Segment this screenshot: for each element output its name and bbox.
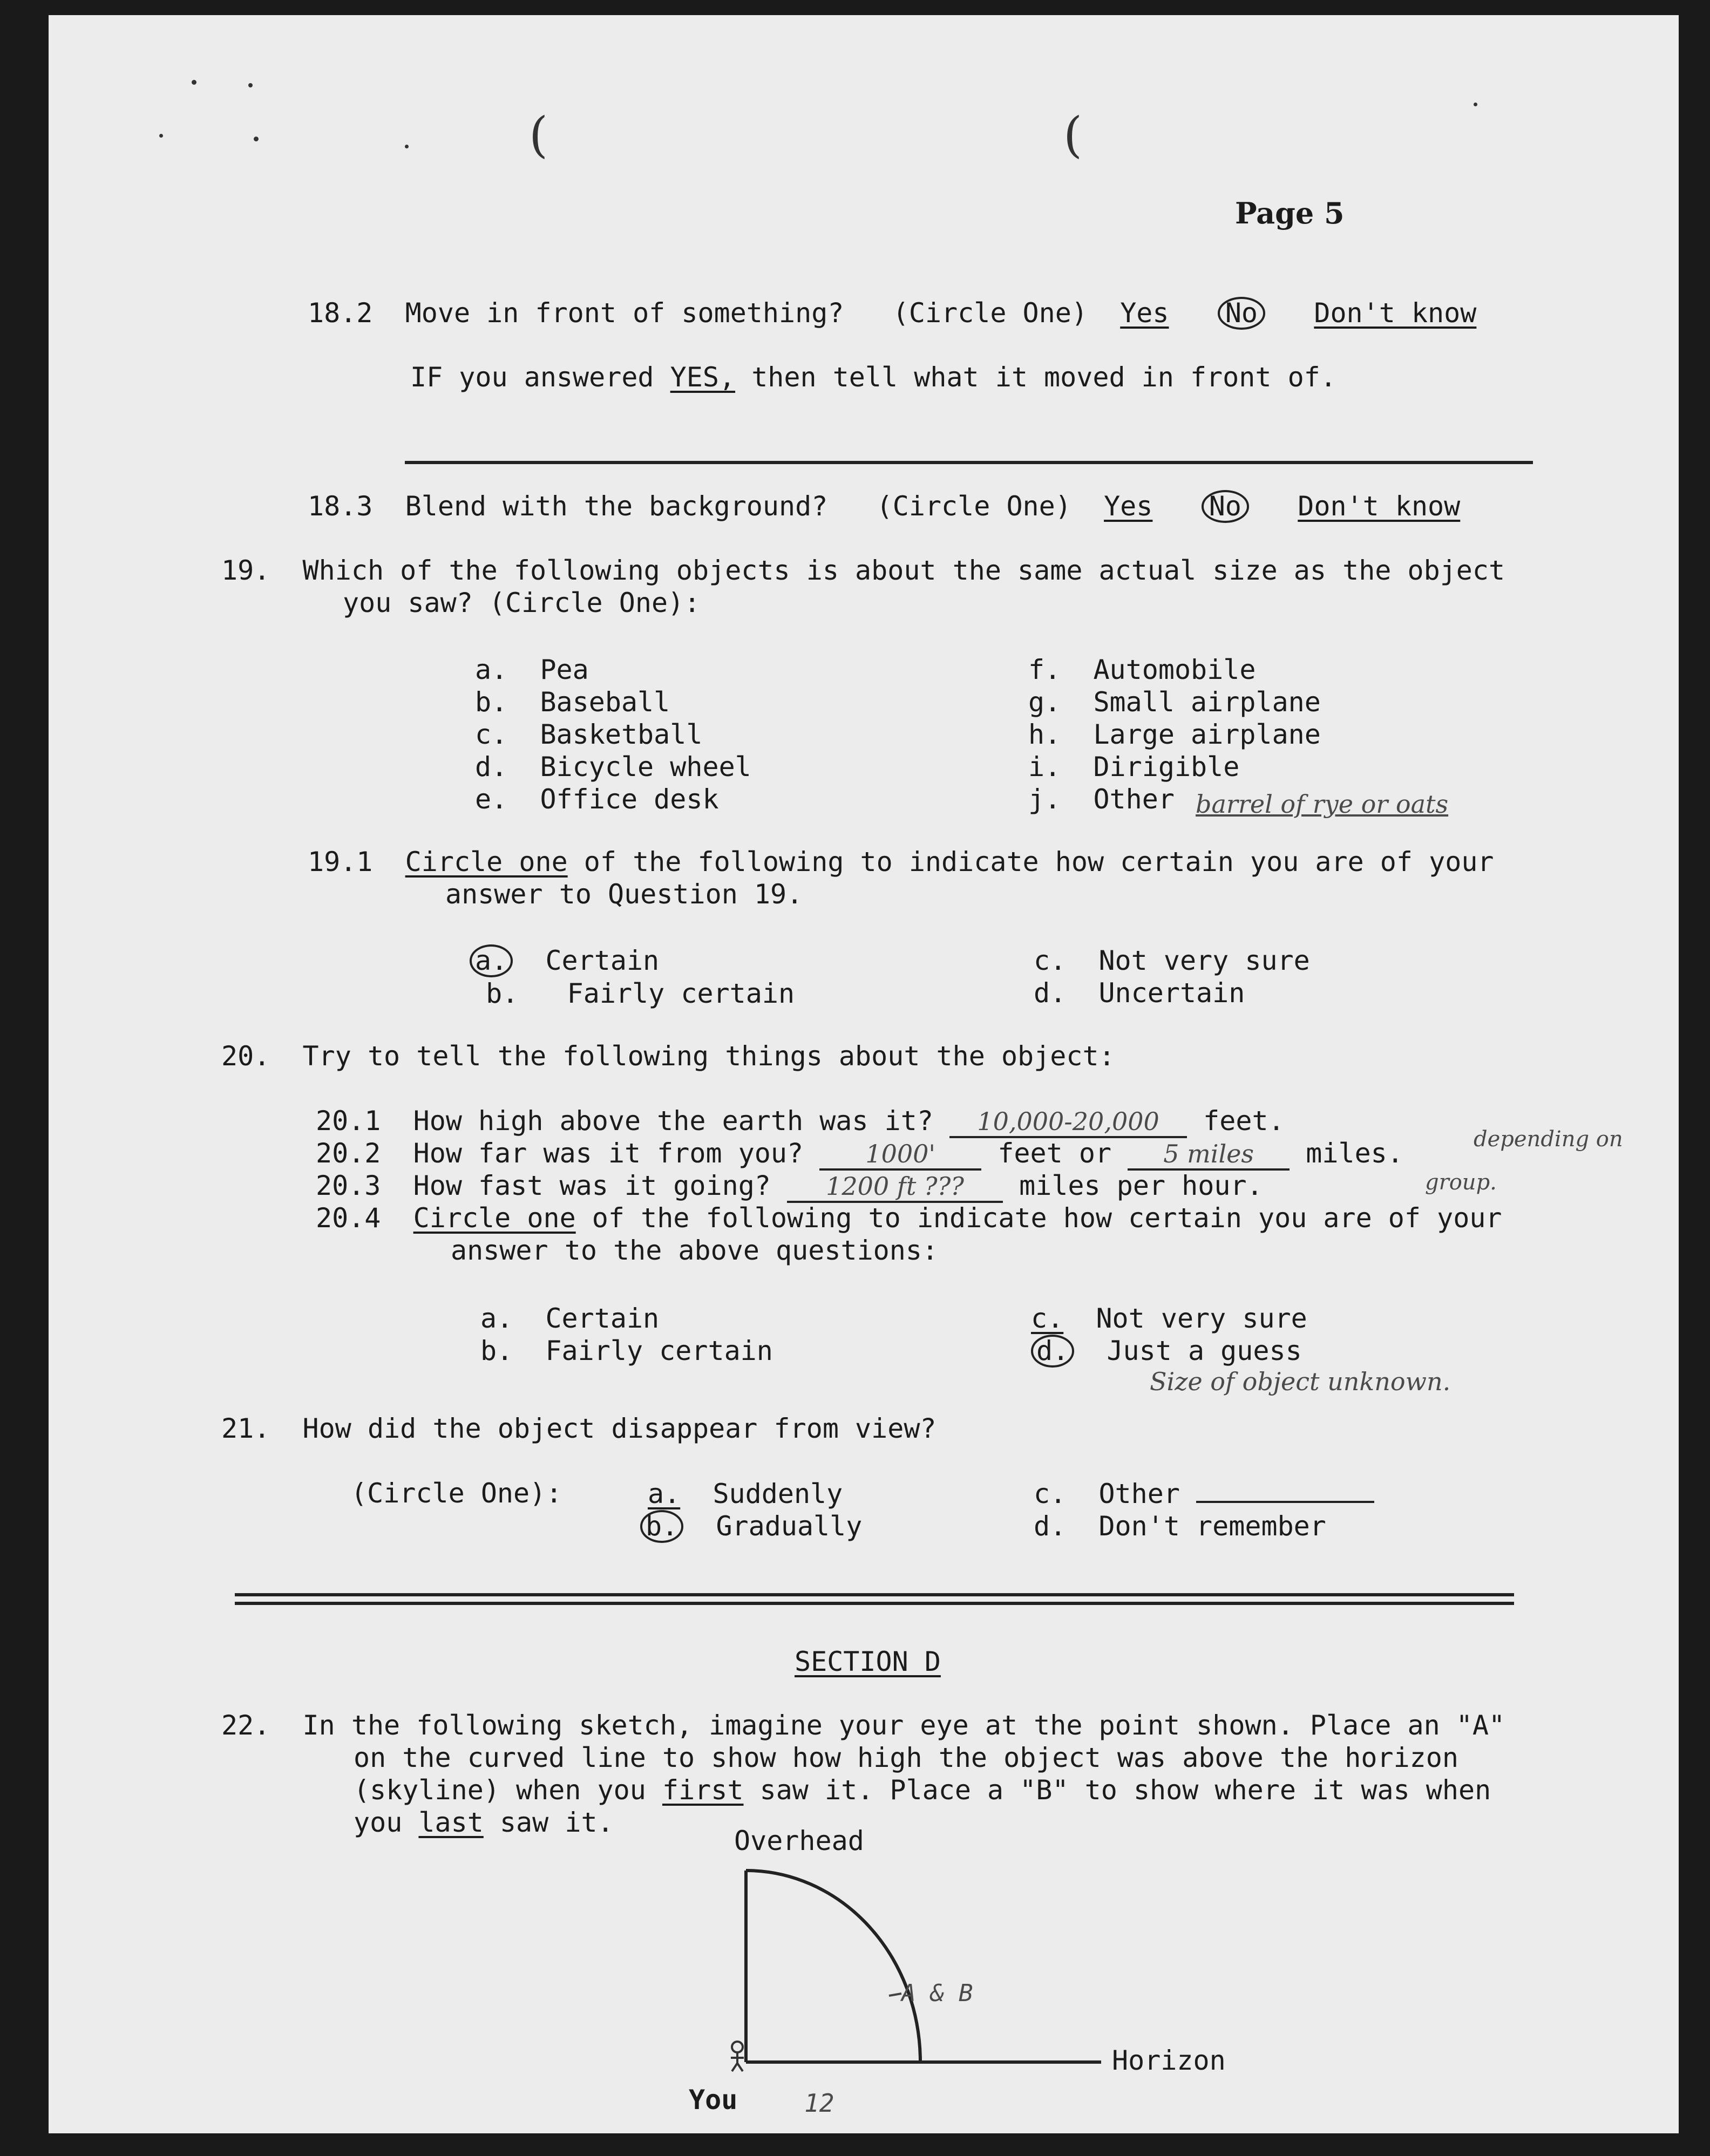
answer-line-18-2[interactable] [405,461,1533,464]
question-number: 19.1 [308,846,373,878]
question-19-1-line1 [308,846,1494,878]
handwritten-note-depending: depending on [1474,1127,1623,1152]
handwritten-page-number: 12 [804,2089,834,2118]
handwritten-note-group: group. [1425,1170,1497,1195]
q20-4-options-right [1031,1302,1307,1368]
question-number: 19. [221,555,270,586]
sketch-label-you: You [689,2084,738,2116]
question-20-3 [316,1170,1263,1203]
q19-1-options-left [470,944,795,1010]
eye-point-icon [731,2042,744,2071]
question-text: of the following to indicate how certain you are of your [583,846,1494,878]
option-pea[interactable]: a. Pea [475,654,589,685]
elevation-sketch [686,1818,1279,2120]
question-number: 18.2 [308,297,373,329]
circle-one-instruction: Circle one [413,1202,576,1234]
option-fairly-certain[interactable]: b. Fairly certain [486,977,795,1009]
question-number: 18.3 [308,491,373,522]
option-basketball[interactable]: c. Basketball [475,719,703,750]
circle-one-instruction: Circle one [405,846,568,878]
question-text: How fast was it going? [413,1170,771,1201]
unit-label: miles. [1306,1138,1403,1169]
option-no-circled[interactable]: No [1202,490,1249,523]
option-office-desk[interactable]: e. Office desk [475,784,719,815]
unit-label: feet or [998,1138,1112,1169]
scan-speck [248,83,253,87]
sketch-label-horizon: Horizon [1112,2045,1226,2076]
handwritten-a-b-mark: A & B [901,1980,973,2007]
option-other[interactable]: c. Other [1034,1478,1374,1510]
q19-options-left [475,654,751,815]
question-text: Blend with the background? [405,491,828,522]
section-divider [235,1602,1514,1605]
option-gradually[interactable]: b. Gradually [648,1510,862,1543]
question-21 [221,1413,937,1444]
unit-label: miles per hour. [1019,1170,1263,1201]
q21-options-left [648,1478,862,1543]
option-dirigible[interactable]: i. Dirigible [1028,751,1240,783]
question-number: 22. [221,1710,270,1741]
speed-answer[interactable]: 1200 ft ??? [787,1172,1003,1203]
option-small-airplane[interactable]: g. Small airplane [1028,686,1321,718]
distance-feet-answer[interactable]: 1000' [819,1139,981,1171]
question-22-line1 [221,1710,1505,1741]
option-not-very-sure[interactable]: c. Not very sure [1031,1303,1307,1334]
scan-mark: ( [529,107,548,164]
question-text: How high above the earth was it? [413,1105,933,1137]
question-22-line4: you last saw it. [354,1807,614,1838]
section-heading: SECTION D [795,1646,941,1677]
sketch-label-overhead: Overhead [734,1825,864,1856]
option-fairly-certain[interactable]: b. Fairly certain [480,1335,773,1366]
question-18-3 [308,490,1460,523]
question-number: 20.1 [316,1105,381,1137]
question-text: How did the object disappear from view? [302,1413,937,1444]
distance-miles-answer[interactable]: 5 miles [1128,1139,1290,1171]
question-20-2 [316,1138,1403,1171]
circle-one-instruction: (Circle One) [876,491,1071,522]
option-dont-remember[interactable]: d. Don't remember [1034,1511,1326,1542]
option-certain[interactable]: a. Certain [480,1303,660,1334]
followup-text: IF you answered [410,362,654,393]
question-22-line3: (skyline) when you first saw it. Place a "B" to show where it was when [354,1774,1491,1806]
question-18-2-followup [410,362,1336,393]
option-bicycle-wheel[interactable]: d. Bicycle wheel [475,751,751,783]
question-number: 20.4 [316,1202,381,1234]
question-text: of the following to indicate how certain you are of your [592,1202,1502,1234]
q21-options-right [1034,1478,1374,1542]
page-number: Page 5 [1235,196,1345,230]
option-baseball[interactable]: b. Baseball [475,686,670,718]
option-yes[interactable]: Yes [1120,297,1169,329]
question-text: Try to tell the following things about the object: [302,1040,1115,1072]
other-blank[interactable] [1196,1501,1374,1503]
form-page [49,15,1679,2133]
option-not-very-sure[interactable]: c. Not very sure [1034,945,1310,976]
option-certain[interactable]: a. Certain [470,944,795,977]
option-automobile[interactable]: f. Automobile [1028,654,1256,685]
followup-text: then tell what it moved in front of. [751,362,1336,393]
section-divider [235,1593,1514,1596]
handwritten-note-size-unknown: Size of object unknown. [1150,1367,1451,1396]
scan-speck [254,137,259,141]
question-text: Move in front of something? [405,297,844,329]
answer-tick-mark [889,1994,901,1996]
question-18-2 [308,297,1476,330]
question-text: In the following sketch, imagine your eye at the point shown. Place an "A" [302,1710,1505,1741]
question-19-1-line2: answer to Question 19. [445,879,803,910]
question-number: 20.3 [316,1170,381,1201]
question-20-4-line2: answer to the above questions: [451,1235,939,1266]
option-dont-know[interactable]: Don't know [1314,297,1477,329]
q19-1-options-right [1034,944,1310,1009]
question-text: How far was it from you? [413,1138,804,1169]
option-just-a-guess[interactable]: d. Just a guess [1031,1335,1307,1368]
option-suddenly[interactable]: a. Suddenly [648,1478,843,1509]
question-text: Which of the following objects is about the same actual size as the object [302,555,1505,586]
question-number: 21. [221,1413,270,1444]
question-20-1 [316,1105,1285,1138]
elevation-arc[interactable] [746,1871,920,2062]
scan-speck [159,134,163,138]
question-number: 20. [221,1040,270,1072]
followup-yes: YES, [670,362,736,393]
question-number: 20.2 [316,1138,381,1169]
height-answer[interactable]: 10,000-20,000 [949,1107,1187,1138]
option-yes[interactable]: Yes [1104,491,1153,522]
option-uncertain[interactable]: d. Uncertain [1034,977,1245,1009]
q20-4-options-left [480,1302,773,1367]
question-19-line2: you saw? (Circle One): [343,587,701,618]
question-20-4-line1 [316,1202,1502,1234]
question-20 [221,1040,1115,1072]
unit-label: feet. [1203,1105,1285,1137]
option-other[interactable]: j. Other [1028,784,1175,815]
question-22-line2: on the curved line to show how high the object was above the horizon [354,1742,1458,1773]
option-no-circled[interactable]: No [1218,297,1265,330]
option-dont-know[interactable]: Don't know [1298,491,1461,522]
scan-mark: ( [1063,107,1083,164]
option-large-airplane[interactable]: h. Large airplane [1028,719,1321,750]
handwritten-other-answer[interactable]: barrel of rye or oats [1196,790,1449,819]
scan-speck [1474,103,1477,106]
scan-speck [405,145,409,148]
circle-one-instruction: (Circle One) [892,297,1088,329]
scan-speck [192,80,196,85]
circle-one-instruction: (Circle One): [351,1478,562,1509]
question-19-line1 [221,555,1505,586]
